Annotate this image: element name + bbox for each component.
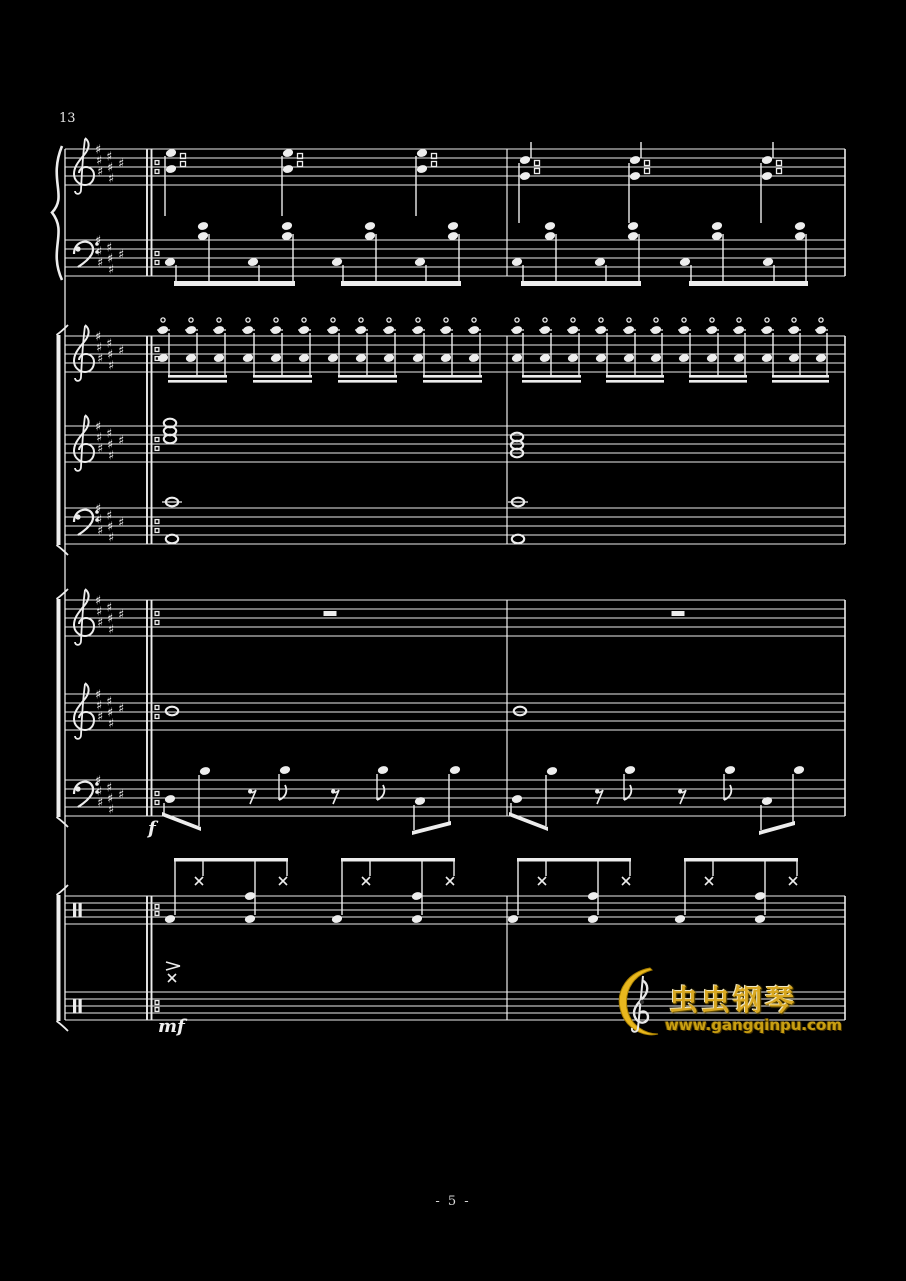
svg-text:♯: ♯ xyxy=(105,148,113,164)
watermark-logo-icon xyxy=(612,966,670,1040)
svg-text:♯: ♯ xyxy=(95,243,103,259)
svg-text:♯: ♯ xyxy=(94,772,102,788)
watermark xyxy=(612,964,843,1044)
inst3-notes xyxy=(162,498,528,544)
svg-text:♯: ♯ xyxy=(117,606,125,622)
svg-text:♯: ♯ xyxy=(107,715,115,731)
watermark-title: 虫虫钢琴 xyxy=(669,983,798,1017)
svg-text:♯: ♯ xyxy=(94,232,102,248)
svg-text:♯: ♯ xyxy=(95,783,103,799)
dynamic-f-marking: f xyxy=(148,818,156,839)
inst5-notes xyxy=(166,707,526,716)
svg-text:♯: ♯ xyxy=(117,155,125,171)
svg-text:♯: ♯ xyxy=(105,693,113,709)
svg-text:♯: ♯ xyxy=(117,342,125,358)
svg-text:♯: ♯ xyxy=(94,686,102,702)
clefs-and-key-signatures xyxy=(73,138,124,1013)
svg-text:♯: ♯ xyxy=(106,704,114,720)
svg-text:♯: ♯ xyxy=(106,159,114,175)
system-furniture xyxy=(52,146,845,1031)
svg-text:♯: ♯ xyxy=(107,447,115,463)
svg-text:♯: ♯ xyxy=(105,599,113,615)
svg-text:♯: ♯ xyxy=(95,603,103,619)
svg-text:♯: ♯ xyxy=(105,335,113,351)
svg-text:♯: ♯ xyxy=(96,794,104,810)
svg-text:♯: ♯ xyxy=(107,357,115,373)
svg-text:♯: ♯ xyxy=(105,425,113,441)
staff-lines xyxy=(65,149,845,1020)
svg-text:♯: ♯ xyxy=(96,350,104,366)
svg-text:♯: ♯ xyxy=(107,801,115,817)
svg-text:♯: ♯ xyxy=(106,790,114,806)
svg-text:♯: ♯ xyxy=(95,429,103,445)
inst2-notes xyxy=(164,419,523,458)
svg-text:♯: ♯ xyxy=(105,239,113,255)
svg-text:♯: ♯ xyxy=(107,261,115,277)
svg-text:♯: ♯ xyxy=(96,614,104,630)
svg-text:♯: ♯ xyxy=(96,163,104,179)
measure-number: 13 xyxy=(59,111,76,126)
svg-text:♯: ♯ xyxy=(117,514,125,530)
svg-text:♯: ♯ xyxy=(107,170,115,186)
svg-text:♯: ♯ xyxy=(117,246,125,262)
page-number: - 5 - xyxy=(435,1194,471,1209)
svg-text:♯: ♯ xyxy=(96,708,104,724)
svg-text:♯: ♯ xyxy=(95,152,103,168)
svg-text:♯: ♯ xyxy=(94,500,102,516)
svg-text:♯: ♯ xyxy=(107,529,115,545)
svg-text:♯: ♯ xyxy=(117,432,125,448)
svg-text:♯: ♯ xyxy=(96,254,104,270)
svg-text:♯: ♯ xyxy=(106,250,114,266)
svg-text:♯: ♯ xyxy=(95,511,103,527)
svg-text:♯: ♯ xyxy=(117,700,125,716)
svg-text:♯: ♯ xyxy=(96,522,104,538)
svg-text:♯: ♯ xyxy=(94,141,102,157)
inst6-notes xyxy=(162,765,805,835)
svg-text:♯: ♯ xyxy=(94,418,102,434)
svg-text:♯: ♯ xyxy=(117,786,125,802)
svg-text:♯: ♯ xyxy=(106,518,114,534)
piano-rh-notes xyxy=(165,142,782,223)
watermark-url: www.gangqinpu.com xyxy=(665,1016,843,1034)
svg-text:♯: ♯ xyxy=(105,507,113,523)
svg-text:♯: ♯ xyxy=(107,621,115,637)
svg-text:♯: ♯ xyxy=(94,328,102,344)
svg-text:♯: ♯ xyxy=(106,610,114,626)
dynamic-mf-marking: mf xyxy=(158,1016,185,1037)
svg-text:♯: ♯ xyxy=(94,592,102,608)
svg-text:♯: ♯ xyxy=(95,697,103,713)
svg-text:♯: ♯ xyxy=(95,339,103,355)
svg-text:♯: ♯ xyxy=(106,346,114,362)
svg-text:♯: ♯ xyxy=(105,779,113,795)
svg-text:♯: ♯ xyxy=(106,436,114,452)
inst1-notes xyxy=(157,318,829,383)
inst4-rests xyxy=(324,611,685,616)
svg-text:♯: ♯ xyxy=(96,440,104,456)
